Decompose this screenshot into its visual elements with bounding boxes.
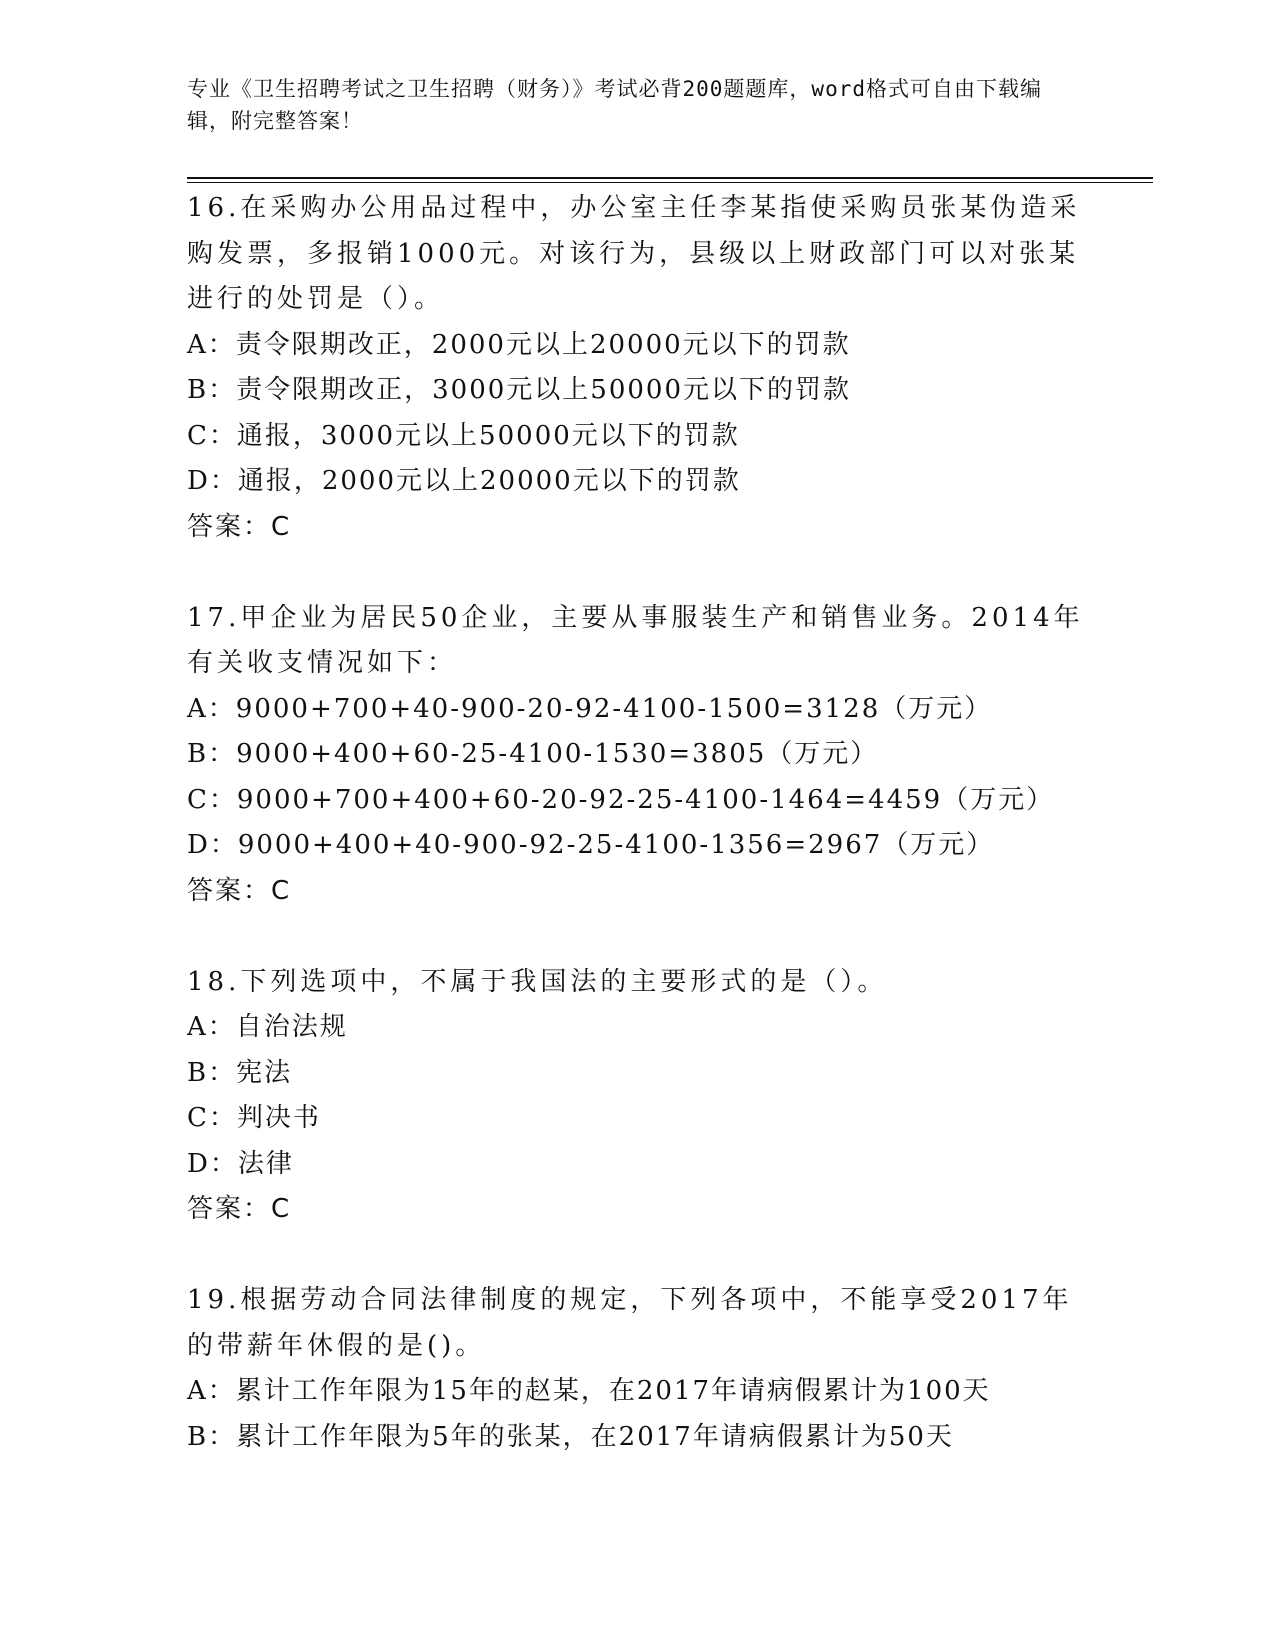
option-b: B：责令限期改正，3000元以上50000元以下的罚款 — [187, 375, 851, 405]
answer-line — [187, 505, 1087, 551]
document-header: 专业《卫生招聘考试之卫生招聘（财务）》考试必背200题题库，word格式可自由下载编辑，附完整答案！ — [187, 77, 1042, 133]
answer-value: C — [271, 511, 291, 542]
option-a: A：责令限期改正，2000元以上20000元以下的罚款 — [187, 329, 851, 360]
question-16 — [187, 186, 1087, 550]
question-19 — [187, 1278, 1087, 1460]
answer-label: 答案： — [187, 1194, 272, 1224]
answer-value: C — [271, 875, 291, 906]
option-d: D：9000+400+40-900-92-25-4100-1356=2967（万元） — [187, 830, 995, 860]
question-list — [187, 186, 1087, 1460]
option-d: D：通报，2000元以上20000元以下的罚款 — [187, 466, 741, 496]
option-a: A：自治法规 — [187, 1012, 348, 1042]
option-a: A：9000+700+40-900-20-92-4100-1500=3128（万元） — [187, 693, 993, 724]
header-divider-thin — [187, 182, 1153, 183]
question-spacer — [187, 914, 1087, 960]
option-c: C：9000+700+400+60-20-92-25-4100-1464=4459（万元） — [187, 784, 1055, 815]
option-b: B：9000+400+60-25-4100-1530=3805（万元） — [187, 739, 879, 769]
question-18 — [187, 960, 1087, 1233]
option-b: B：宪法 — [187, 1057, 293, 1088]
option-c: C：通报，3000元以上50000元以下的罚款 — [187, 420, 740, 451]
option-a: A：累计工作年限为15年的赵某，在2017年请病假累计为100天 — [187, 1376, 991, 1406]
option-c: C：判决书 — [187, 1103, 321, 1133]
question-spacer — [187, 1233, 1087, 1279]
option-b: B：累计工作年限为5年的张某，在2017年请病假累计为50天 — [187, 1421, 954, 1452]
question-stem: 18.下列选项中，不属于我国法的主要形式的是（）。 — [187, 966, 888, 997]
option-d: D：法律 — [187, 1148, 294, 1179]
question-stem: 16.在采购办公用品过程中，办公室主任李某指使采购员张某伪造采购发票，多报销1000元。对该行为，县级以上财政部门可以对张某进行的处罚是（）。 — [187, 193, 1081, 314]
question-stem: 19.根据劳动合同法律制度的规定，下列各项中，不能享受2017年的带薪年休假的是()。 — [187, 1285, 1073, 1361]
question-17 — [187, 596, 1087, 915]
answer-line — [187, 869, 1087, 915]
header-divider-thick — [187, 177, 1153, 179]
answer-line — [187, 1187, 1087, 1233]
answer-value: C — [271, 1194, 291, 1224]
question-spacer — [187, 550, 1087, 596]
answer-label: 答案： — [187, 875, 272, 906]
answer-label: 答案： — [187, 511, 272, 542]
question-stem: 17.甲企业为居民50企业，主要从事服装生产和销售业务。2014年有关收支情况如下： — [187, 602, 1084, 678]
